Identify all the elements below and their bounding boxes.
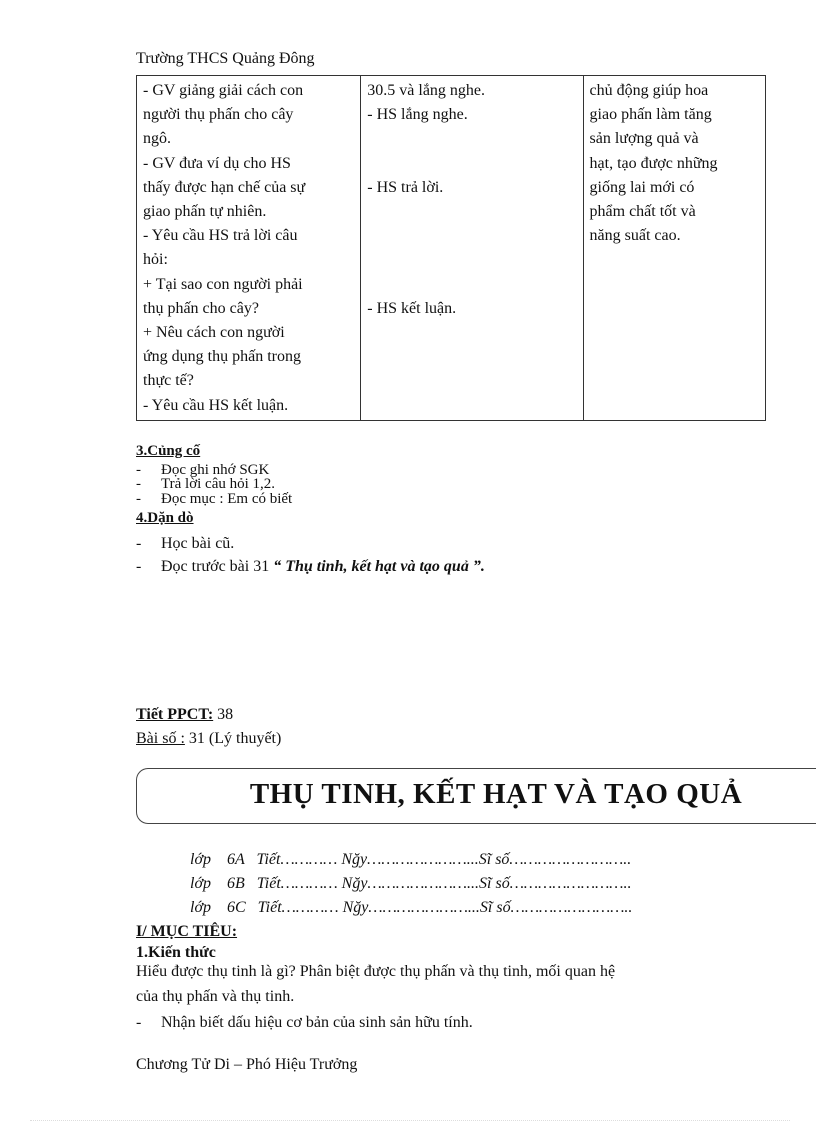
class-row: lớp 6B Tiết………… Nğy…………………...Sĩ số……………………..: [190, 875, 632, 892]
table-line: [367, 152, 576, 176]
lesson-number-value: 31 (Lý thuyết): [184, 730, 282, 747]
table-line: năng suất cao.: [589, 227, 681, 245]
table-line: [367, 127, 576, 151]
table-line: giao phấn làm tăng: [589, 106, 712, 124]
table-line: - HS kết luận.: [367, 299, 457, 317]
table-line: hỏi:: [143, 251, 168, 269]
lesson-number-line: [136, 730, 281, 748]
table-line: thụ phấn cho cây?: [143, 299, 259, 317]
list-item-text: Đọc mục : Em có biết: [161, 491, 293, 507]
objective-paragraph-line: Hiểu được thụ tinh là gì? Phân biệt được thụ phấn và thụ tinh, mối quan hệ: [136, 963, 616, 980]
student-activity-cell: [361, 76, 583, 421]
table-line: thực tế?: [143, 372, 194, 390]
table-line: + Nêu cách con người: [143, 324, 285, 342]
class-row: lớp 6A Tiết………… Nğy…………………...Sĩ số……………………..: [190, 851, 632, 868]
lesson-title-reference: “ Thụ tinh, kết hạt và tạo quả ”.: [273, 558, 485, 575]
table-line: người thụ phấn cho cây: [143, 106, 294, 124]
table-line: chủ động giúp hoa: [589, 82, 709, 99]
list-item-text: Trả lời câu hỏi 1,2.: [161, 476, 276, 492]
consolidation-heading: 3.Củng cố: [136, 443, 201, 459]
list-item-text: Nhận biết dấu hiệu cơ bản của sinh sản hữu tính.: [161, 1014, 473, 1031]
list-item: - Trả lời câu hỏi 1,2.: [136, 476, 276, 492]
table-line: - GV giảng giải cách con: [143, 82, 304, 99]
objective-paragraph-line: của thụ phấn và thụ tinh.: [136, 988, 295, 1005]
footer-author: Chương Tử Di – Phó Hiệu Trưởng: [136, 1056, 358, 1073]
table-line: thấy được hạn chế của sự: [143, 178, 306, 196]
table-line: - HS trả lời.: [367, 178, 444, 196]
table-line: - GV đưa ví dụ cho HS: [143, 154, 291, 172]
list-item: - Đọc ghi nhớ SGK: [136, 462, 270, 478]
lesson-activity-table: [136, 75, 766, 421]
school-header: Trường THCS Quảng Đông: [136, 50, 315, 67]
list-item: - Đọc mục : Em có biết: [136, 491, 293, 507]
table-line: giống lai mới có: [589, 178, 695, 196]
period-line: [136, 706, 233, 724]
knowledge-heading: 1.Kiến thức: [136, 944, 216, 961]
table-line: - Yêu cầu HS trả lời câu: [143, 227, 298, 245]
list-item-text: Đọc trước bài 31: [161, 558, 274, 575]
teacher-activity-cell: [137, 76, 361, 421]
table-line: hạt, tạo được những: [589, 154, 718, 172]
table-line: [367, 200, 576, 224]
table-line: - Yêu cầu HS kết luận.: [143, 396, 289, 414]
table-line: 30.5 và lắng nghe.: [367, 82, 486, 99]
list-item: - Đọc trước bài 31 “ Thụ tinh, kết hạt và tạo quả ”.: [136, 558, 485, 575]
homework-heading: 4.Dặn dò: [136, 510, 194, 526]
table-line: + Tại sao con người phải: [143, 275, 303, 293]
table-line: [367, 224, 576, 248]
list-item: - Nhận biết dấu hiệu cơ bản của sinh sản hữu tính.: [136, 1014, 473, 1031]
table-line: sản lượng quả và: [589, 130, 699, 148]
table-line: ứng dụng thụ phấn trong: [143, 348, 301, 366]
objectives-heading: I/ MỤC TIÊU:: [136, 923, 238, 940]
page-title: THỤ TINH, KẾT HẠT VÀ TẠO QUẢ: [249, 778, 743, 810]
content-cell: [583, 76, 765, 421]
table-row: [137, 76, 766, 421]
lesson-number-label: Bài số :: [136, 730, 185, 747]
table-line: ngô.: [143, 130, 171, 148]
page-divider: [30, 1120, 790, 1121]
table-line: - HS lắng nghe.: [367, 106, 468, 124]
table-line: [367, 273, 576, 297]
table-line: phẩm chất tốt và: [589, 203, 696, 221]
list-item-text: Học bài cũ.: [161, 535, 235, 552]
period-label: Tiết PPCT:: [136, 706, 214, 723]
table-line: [367, 248, 576, 272]
list-item: - Học bài cũ.: [136, 535, 235, 552]
period-value: 38: [213, 706, 234, 723]
table-line: giao phấn tự nhiên.: [143, 203, 267, 221]
consolidation-list: [136, 464, 292, 507]
class-row: lớp 6C Tiết………… Nğy…………………...Sĩ số……………………..: [190, 899, 633, 916]
list-item-text: Đọc ghi nhớ SGK: [161, 462, 270, 478]
